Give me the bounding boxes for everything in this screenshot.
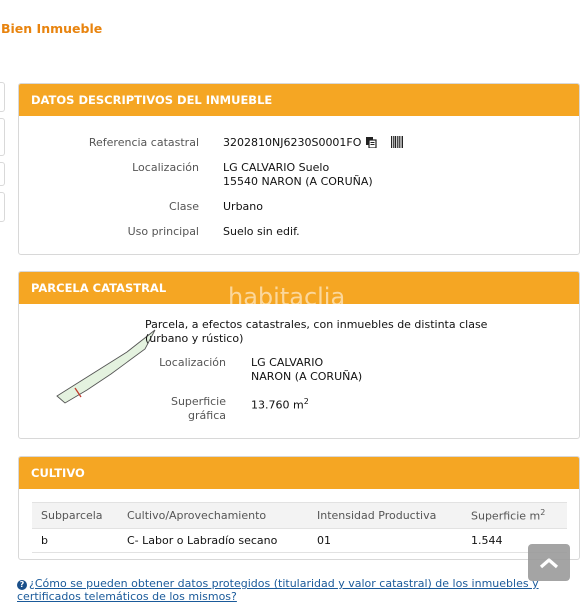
- main-use-value: Suelo sin edif.: [223, 225, 300, 238]
- surface-label-2: gráfica: [188, 409, 226, 422]
- cadastral-reference-row: [223, 136, 403, 150]
- class-label: Clase: [169, 200, 199, 213]
- barcode-icon[interactable]: [391, 136, 403, 148]
- chevron-up-icon: [539, 557, 559, 569]
- class-value: Urbano: [223, 200, 263, 213]
- parcel-location-line-1: LG CALVARIO: [251, 356, 324, 369]
- descriptive-data-panel: [18, 83, 580, 255]
- cadastral-reference-value[interactable]: 3202810NJ6230S0001FO: [223, 136, 362, 149]
- cadastral-reference-label: Referencia catastral: [88, 136, 199, 149]
- location-line-2: 15540 NARON (A CORUÑA): [223, 175, 373, 188]
- surface-column-sup: 2: [540, 508, 546, 517]
- main-use-label: Uso principal: [127, 225, 199, 238]
- cultivation-header: CULTIVO: [19, 457, 579, 489]
- descriptive-data-header: DATOS DESCRIPTIVOS DEL INMUEBLE: [19, 84, 579, 116]
- surface-number: 13.760 m: [251, 398, 304, 412]
- table-header-row: [32, 503, 567, 529]
- question-icon: ?: [17, 580, 27, 590]
- cell-crop: C- Labor o Labradío secano: [118, 528, 308, 552]
- column-header-surface: [462, 503, 567, 529]
- page-title: Bien Inmueble: [1, 21, 103, 36]
- location-label: Localización: [132, 161, 199, 174]
- location-line-1: LG CALVARIO Suelo: [223, 161, 330, 174]
- column-header-subparcel: Subparcela: [32, 503, 118, 529]
- parcel-location-line-2: NARON (A CORUÑA): [251, 370, 363, 383]
- parcel-location-label: Localización: [159, 356, 226, 369]
- scroll-to-top-button[interactable]: [528, 544, 570, 581]
- surface-column-label: Superficie m: [471, 509, 541, 523]
- copy-icon[interactable]: [365, 136, 377, 148]
- column-header-crop: Cultivo/Aprovechamiento: [118, 503, 308, 529]
- surface-unit-sup: 2: [303, 397, 309, 406]
- help-link-row: [17, 577, 577, 603]
- left-tab-4[interactable]: [0, 192, 5, 222]
- cultivation-panel: [18, 456, 580, 560]
- parcel-description: Parcela, a efectos catastrales, con inmuebles de distinta clase (urbano y rústico): [145, 318, 488, 345]
- table-row: [32, 528, 567, 552]
- cultivation-table: [32, 502, 567, 553]
- watermark-logo: habitaclia: [228, 283, 346, 311]
- cadastral-parcel-panel: [18, 271, 580, 439]
- cadastral-parcel-header: PARCELA CATASTRAL: [19, 272, 579, 304]
- cell-subparcel: b: [32, 528, 118, 552]
- cell-surface: 1.544: [462, 528, 567, 552]
- left-tab-2[interactable]: [0, 118, 5, 156]
- left-tab-3[interactable]: [0, 162, 5, 186]
- surface-label-1: Superficie: [170, 395, 226, 408]
- column-header-intensity: Intensidad Productiva: [308, 503, 462, 529]
- left-tab-1[interactable]: [0, 82, 5, 112]
- cell-intensity: 01: [308, 528, 462, 552]
- help-link[interactable]: ¿Cómo se pueden obtener datos protegidos (titularidad y valor catastral) de los inmuebles y certificados telemáticos de los mismos?: [17, 577, 539, 603]
- surface-value: [251, 395, 309, 413]
